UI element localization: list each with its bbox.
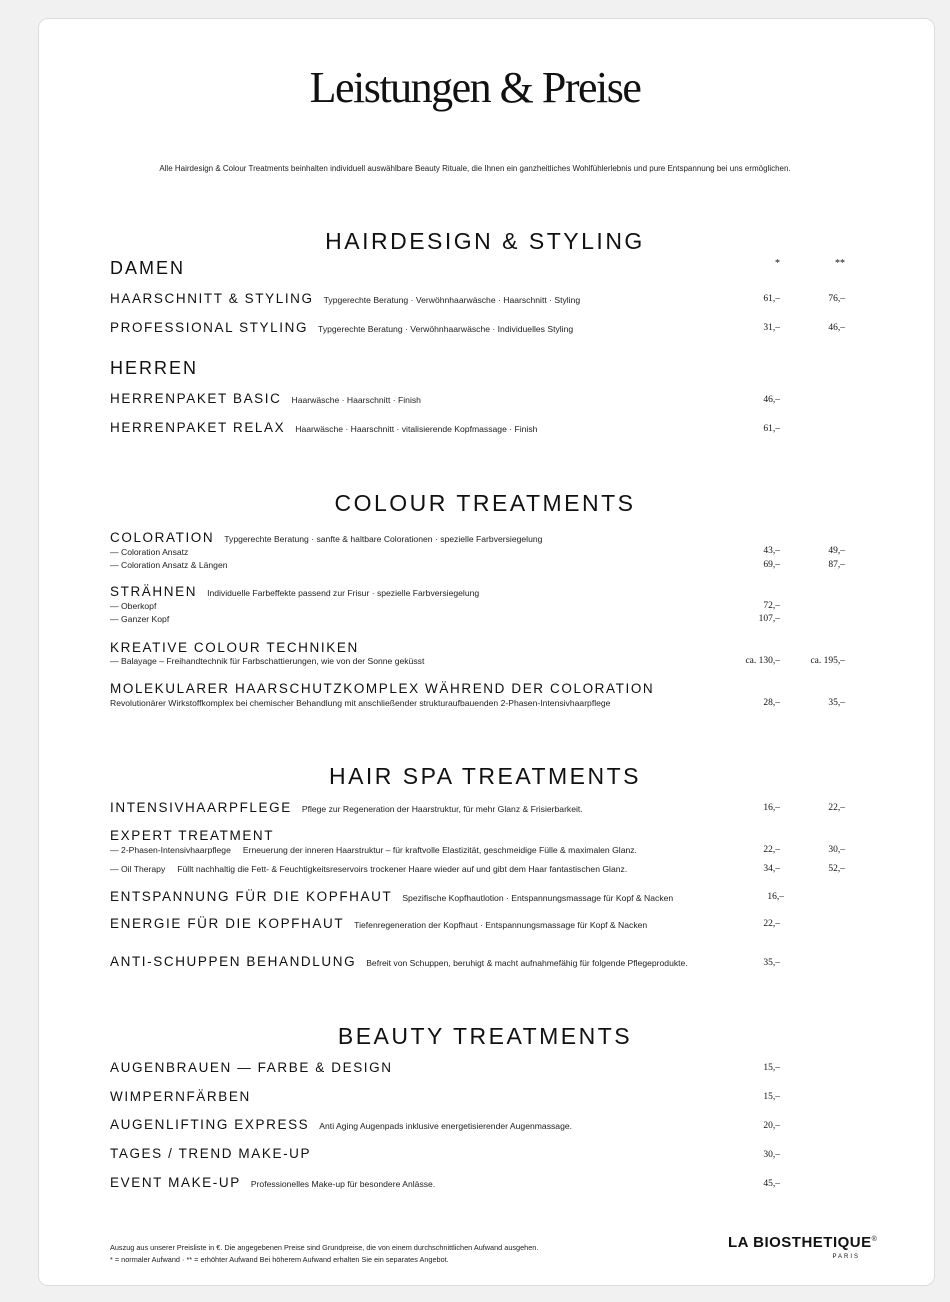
- option-description: Füllt nachhaltig die Fett- & Feuchtigkeitsreservoirs trockener Haare wieder auf und gibt dem Haar fantastischen Glanz.: [177, 864, 628, 874]
- service-name: HERRENPAKET RELAX: [110, 420, 286, 435]
- price-extra: 49,–: [828, 546, 845, 556]
- price-normal: 16,–: [767, 892, 784, 902]
- service-option: — Ganzer Kopf: [110, 614, 170, 624]
- service-name: HAARSCHNITT & STYLING: [110, 291, 314, 306]
- service-row: [110, 583, 479, 601]
- service-row: [110, 1116, 572, 1134]
- registered-mark: ®: [871, 1236, 878, 1243]
- service-row: [110, 953, 688, 971]
- page-title: Leistungen & Preise: [309, 63, 641, 112]
- service-option: — Coloration Ansatz: [110, 547, 189, 557]
- price-normal: 61,–: [763, 294, 780, 304]
- section-heading-hairdesign: HAIRDESIGN & STYLING: [325, 228, 645, 254]
- service-name: AUGENLIFTING EXPRESS: [110, 1117, 310, 1132]
- service-name: AUGENBRAUEN — FARBE & DESIGN: [110, 1060, 393, 1075]
- price-extra: ca. 195,–: [810, 656, 845, 666]
- price-normal: 107,–: [758, 614, 780, 624]
- price-extra: 87,–: [828, 560, 845, 570]
- brand-name: LA BIOSTHETIQUE: [728, 1234, 872, 1251]
- service-row: [110, 888, 673, 906]
- service-description: Typgerechte Beratung · Verwöhnhaarwäsche · Haarschnitt · Styling: [323, 295, 581, 305]
- service-name: ENTSPANNUNG FÜR DIE KOPFHAUT: [110, 889, 393, 904]
- service-name: HERRENPAKET BASIC: [110, 391, 282, 406]
- option-description: Erneuerung der inneren Haarstruktur – für kraftvolle Elastizität, geschmeidige Fülle & maximalen Glanz.: [242, 845, 637, 855]
- service-row: [110, 915, 647, 933]
- service-row: [110, 390, 421, 408]
- intro-text: Alle Hairdesign & Colour Treatments beinhalten individuell auswählbare Beauty Rituale, die Ihnen ein ganzheitliches Wohlfühlerlebnis und pure Entspannung bei uns ermöglichen.: [159, 164, 791, 173]
- service-description: Pflege zur Regeneration der Haarstruktur, für mehr Glanz & Frisierbarkeit.: [301, 804, 583, 814]
- price-extra: 46,–: [828, 323, 845, 333]
- service-name: PROFESSIONAL STYLING: [110, 320, 309, 335]
- service-row: [110, 1088, 251, 1106]
- price-normal: 43,–: [763, 546, 780, 556]
- service-description: Typgerechte Beratung · Verwöhnhaarwäsche · Individuelles Styling: [318, 324, 574, 334]
- section-heading-hair-spa: HAIR SPA TREATMENTS: [328, 763, 642, 789]
- price-normal: 15,–: [763, 1092, 780, 1102]
- brand-logo: [728, 1234, 877, 1251]
- price-normal: 45,–: [763, 1179, 780, 1189]
- price-normal: 28,–: [763, 698, 780, 708]
- subheading-damen: DAMEN: [110, 258, 186, 278]
- service-row: [110, 419, 537, 437]
- price-extra: 52,–: [828, 864, 845, 874]
- service-row: [110, 1174, 435, 1192]
- service-option: — Oberkopf: [110, 601, 157, 611]
- service-row: [110, 639, 359, 657]
- price-normal: 61,–: [763, 424, 780, 434]
- subheading-herren: HERREN: [110, 358, 199, 378]
- service-name: TAGES / TREND MAKE-UP: [110, 1146, 312, 1161]
- price-normal: 72,–: [763, 601, 780, 611]
- service-description: Tiefenregeneration der Kopfhaut · Entspannungsmassage für Kopf & Nacken: [354, 920, 648, 930]
- service-name: WIMPERNFÄRBEN: [110, 1089, 251, 1104]
- service-row: [110, 319, 573, 337]
- service-name: EVENT MAKE-UP: [110, 1175, 241, 1190]
- section-heading-colour: COLOUR TREATMENTS: [334, 490, 636, 516]
- footer-legend: * = normaler Aufwand · ** = erhöhter Aufwand Bei höherem Aufwand erhalten Sie ein separates Angebot.: [110, 1255, 449, 1264]
- service-row: [110, 827, 274, 845]
- service-name: MOLEKULARER HAARSCHUTZKOMPLEX WÄHREND DER COLORATION: [110, 681, 655, 696]
- price-extra: 76,–: [828, 294, 845, 304]
- service-option: — Coloration Ansatz & Längen: [110, 560, 228, 570]
- price-normal: 22,–: [763, 845, 780, 855]
- option-name: — 2-Phasen-Intensivhaarpflege: [110, 845, 231, 855]
- service-option: — Balayage – Freihandtechnik für Farbschattierungen, wie von der Sonne geküsst: [110, 656, 425, 666]
- service-name: INTENSIVHAARPFLEGE: [110, 800, 292, 815]
- service-name: KREATIVE COLOUR TECHNIKEN: [110, 640, 359, 655]
- price-normal: 34,–: [763, 864, 780, 874]
- price-normal: 15,–: [763, 1063, 780, 1073]
- footer-note: Auszug aus unserer Preisliste in €. Die angegebenen Preise sind Grundpreise, die von einem durchschnittlichen Aufwand ausgehen.: [110, 1243, 539, 1252]
- service-option: [110, 845, 637, 855]
- price-normal: 22,–: [763, 919, 780, 929]
- service-row: [110, 529, 542, 547]
- section-heading-beauty: BEAUTY TREATMENTS: [337, 1023, 633, 1049]
- price-extra: 30,–: [828, 845, 845, 855]
- service-description: Typgerechte Beratung · sanfte & haltbare Colorationen · spezielle Farbversiegelung: [224, 534, 543, 544]
- service-name: EXPERT TREATMENT: [110, 828, 275, 843]
- service-row: [110, 1145, 311, 1163]
- price-normal: 69,–: [763, 560, 780, 570]
- price-normal: 35,–: [763, 958, 780, 968]
- service-description: Haarwäsche · Haarschnitt · Finish: [291, 395, 421, 405]
- price-extra: 22,–: [828, 803, 845, 813]
- service-name: ANTI-SCHUPPEN BEHANDLUNG: [110, 954, 357, 969]
- column-extra-label: **: [835, 258, 845, 269]
- service-row: [110, 290, 580, 308]
- price-normal: 30,–: [763, 1150, 780, 1160]
- service-description: Befreit von Schuppen, beruhigt & macht aufnahmefähig für folgende Pflegeprodukte.: [366, 958, 688, 968]
- option-name: — Oil Therapy: [110, 864, 166, 874]
- service-row: [110, 799, 583, 817]
- service-option: [110, 864, 627, 874]
- service-name: COLORATION: [110, 530, 215, 545]
- column-normal-label: *: [775, 258, 780, 269]
- service-name: STRÄHNEN: [110, 584, 198, 599]
- price-normal: ca. 130,–: [745, 656, 780, 666]
- service-name: ENERGIE FÜR DIE KOPFHAUT: [110, 916, 345, 931]
- service-description: Professionelles Make-up für besondere Anlässe.: [250, 1179, 436, 1189]
- service-row: [110, 1059, 393, 1077]
- service-description: Anti Aging Augenpads inklusive energetisierender Augenmassage.: [319, 1121, 573, 1131]
- brand-city: PARIS: [832, 1254, 860, 1260]
- service-description: Haarwäsche · Haarschnitt · vitalisierende Kopfmassage · Finish: [295, 424, 538, 434]
- service-description: Spezifische Kopfhautlotion · Entspannungsmassage für Kopf & Nacken: [402, 893, 674, 903]
- price-normal: 20,–: [763, 1121, 780, 1131]
- service-description: Revolutionärer Wirkstoffkomplex bei chemischer Behandlung mit anschließender strukturaufbauenden 2-Phasen-Intensivhaarpflege: [110, 698, 611, 708]
- service-row: [110, 680, 654, 698]
- service-description: Individuelle Farbeffekte passend zur Frisur · spezielle Farbversiegelung: [207, 588, 480, 598]
- price-extra: 35,–: [828, 698, 845, 708]
- price-normal: 46,–: [763, 395, 780, 405]
- price-normal: 31,–: [763, 323, 780, 333]
- price-normal: 16,–: [763, 803, 780, 813]
